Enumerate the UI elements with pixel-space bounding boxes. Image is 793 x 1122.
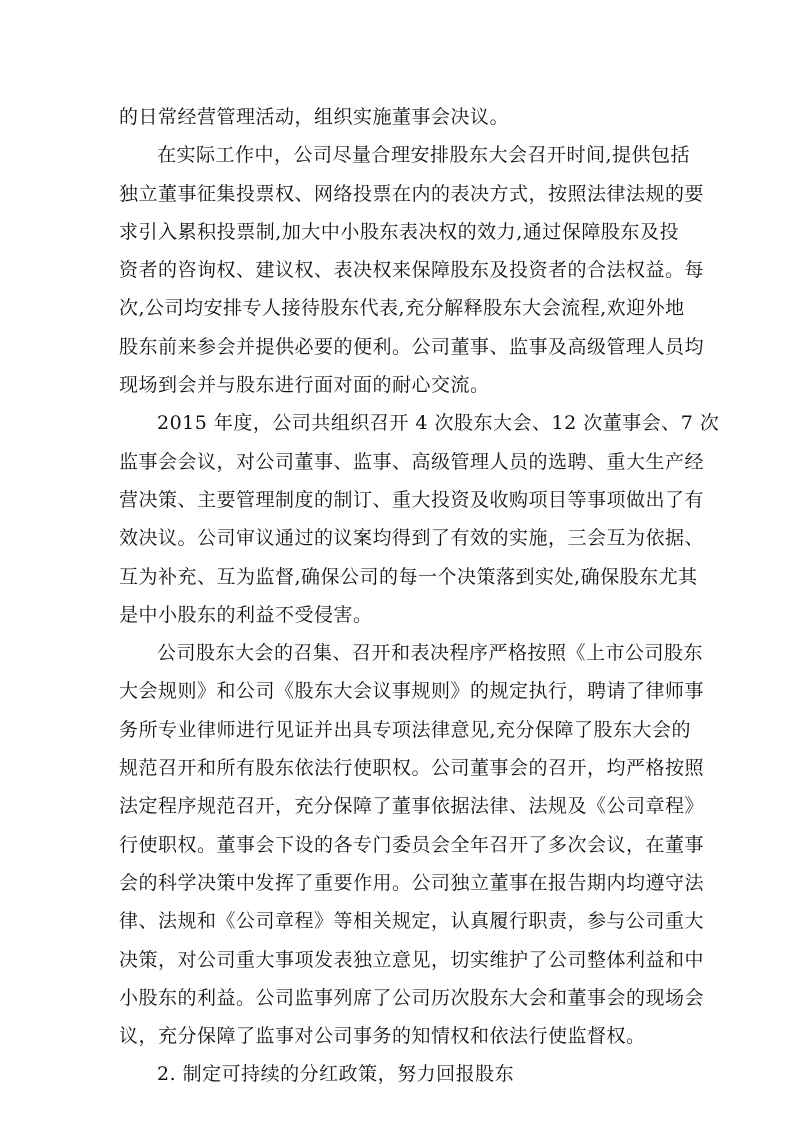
text-line: 效决议。公司审议通过的议案均得到了有效的实施，三会互为依据、: [119, 527, 705, 550]
text-line: 公司股东大会的召集、召开和表决程序严格按照《上市公司股东: [157, 642, 704, 665]
text-line: 次,公司均安排专人接待股东代表,充分解释股东大会流程,欢迎外地: [119, 297, 685, 320]
paragraph-continuation: [119, 98, 679, 136]
text-line: 行使职权。董事会下设的各专门委员会全年召开了多次会议，在董事: [119, 833, 705, 856]
text-line: 在实际工作中，公司尽量合理安排股东大会召开时间,提供包括: [157, 144, 691, 167]
text-line: 法定程序规范召开，充分保障了董事依据法律、法规及《公司章程》: [119, 795, 705, 818]
text-line: 决策，对公司重大事项发表独立意见，切实维护了公司整体利益和中: [119, 948, 705, 971]
text-line: 务所专业律师进行见证并出具专项法律意见,充分保障了股东大会的: [119, 718, 692, 741]
paragraph-shareholder-meetings: [119, 136, 705, 404]
text-line: 大会规则》和公司《股东大会议事规则》的规定执行，聘请了律师事: [119, 680, 705, 703]
paragraph-governance-procedures: [119, 634, 705, 1055]
text-line: 2. 制定可持续的分红政策，努力回报股东: [157, 1063, 515, 1086]
document-body: [119, 98, 720, 1094]
text-line: 律、法规和《公司章程》等相关规定，认真履行职责，参与公司重大: [119, 910, 705, 933]
text-line: 求引入累积投票制,加大中小股东表决权的效力,通过保障股东及投: [119, 220, 679, 243]
text-line: 监事会会议，对公司董事、监事、高级管理人员的选聘、重大生产经: [119, 450, 705, 473]
text-line: 现场到会并与股东进行面对面的耐心交流。: [119, 374, 490, 397]
text-line: 是中小股东的利益不受侵害。: [119, 603, 373, 626]
text-line: 资者的咨询权、建议权、表决权来保障股东及投资者的合法权益。每: [119, 259, 705, 282]
text-line: 营决策、主要管理制度的制订、重大投资及收购项目等事项做出了有: [119, 488, 705, 511]
text-line: 独立董事征集投票权、网络投票在内的表决方式，按照法律法规的要: [119, 182, 705, 205]
text-line: 2015 年度，公司共组织召开 4 次股东大会、12 次董事会、7 次: [157, 412, 720, 435]
text-line: 小股东的利益。公司监事列席了公司历次股东大会和董事会的现场会: [119, 986, 705, 1009]
text-line: 规范召开和所有股东依法行使职权。公司董事会的召开，均严格按照: [119, 757, 705, 780]
text-line: 的日常经营管理活动，组织实施董事会决议。: [119, 106, 510, 128]
text-line: 会的科学决策中发挥了重要作用。公司独立董事在报告期内均遵守法: [119, 871, 705, 894]
text-line: 股东前来参会并提供必要的便利。公司董事、监事及高级管理人员均: [119, 335, 705, 358]
paragraph-2015-meetings: [119, 404, 720, 634]
text-line: 互为补充、互为监督,确保公司的每一个决策落到实处,确保股东尤其: [119, 565, 698, 588]
text-line: 议，充分保障了监事对公司事务的知情权和依法行使监督权。: [119, 1025, 646, 1048]
section-heading-dividend-policy: [119, 1055, 679, 1093]
